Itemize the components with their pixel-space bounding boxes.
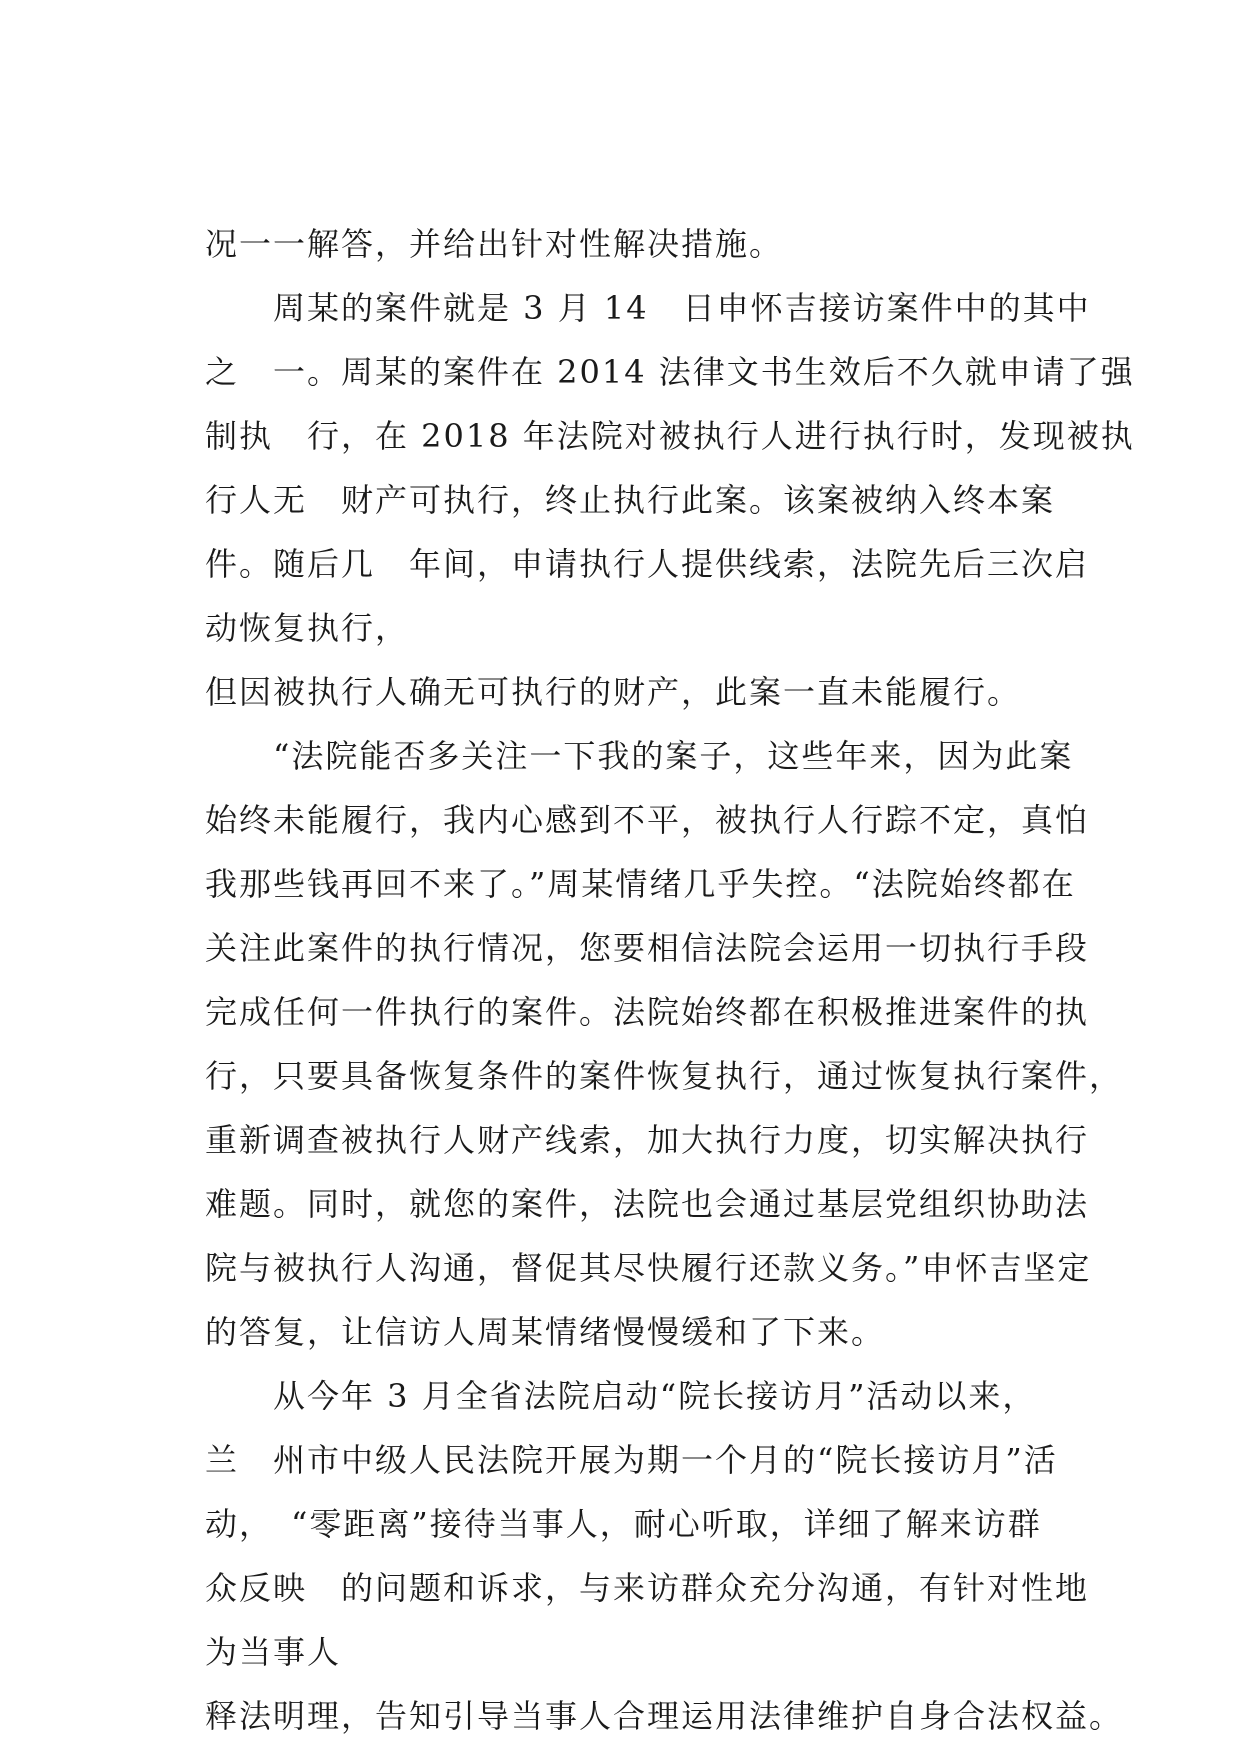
body-text bbox=[205, 212, 1135, 1748]
text-line: 众反映 的问题和诉求，与来访群众充分沟通，有针对性地 bbox=[205, 1569, 1090, 1607]
text-line: 动恢复执行， bbox=[205, 609, 410, 647]
text-line: 关注此案件的执行情况，您要相信法院会运用一切执行手段 bbox=[205, 929, 1090, 967]
text-line: 之 一。周某的案件在 2014 法律文书生效后不久就申请了强 bbox=[205, 353, 1135, 391]
text-line: 但因被执行人确无可执行的财产，此案一直未能履行。 bbox=[205, 673, 1022, 711]
text-line: 从今年 3 月全省法院启动“院长接访月”活动以来， bbox=[205, 1377, 1037, 1415]
text-line: 释法明理，告知引导当事人合理运用法律维护自身合法权益。 bbox=[205, 1697, 1124, 1735]
text-line: 完成任何一件执行的案件。法院始终都在积极推进案件的执 bbox=[205, 993, 1090, 1031]
text-line: 行人无 财产可执行，终止执行此案。该案被纳入终本案 bbox=[205, 481, 1056, 519]
text-line: 制执 行，在 2018 年法院对被执行人进行执行时，发现被执 bbox=[205, 417, 1135, 455]
text-line: 重新调查被执行人财产线索，加大执行力度，切实解决执行 bbox=[205, 1121, 1090, 1159]
text-line: 件。随后几 年间，申请执行人提供线索，法院先后三次启 bbox=[205, 545, 1090, 583]
text-line: “法院能否多关注一下我的案子，这些年来，因为此案 bbox=[205, 737, 1074, 775]
text-line: 的答复，让信访人周某情绪慢慢缓和了下来。 bbox=[205, 1313, 886, 1351]
text-line: 我那些钱再回不来了。”周某情绪几乎失控。“法院始终都在 bbox=[205, 865, 1076, 903]
text-line: 院与被执行人沟通，督促其尽快履行还款义务。”申怀吉坚定 bbox=[205, 1249, 1092, 1287]
text-line: 行，只要具备恢复条件的案件恢复执行，通过恢复执行案件， bbox=[205, 1057, 1124, 1095]
text-line: 始终未能履行，我内心感到不平，被执行人行踪不定，真怕 bbox=[205, 801, 1090, 839]
text-line: 兰 州市中级人民法院开展为期一个月的“院长接访月”活 bbox=[205, 1441, 1058, 1479]
text-line: 为当事人 bbox=[205, 1633, 342, 1671]
text-line: 况一一解答，并给出针对性解决措施。 bbox=[205, 225, 784, 263]
text-line: 难题。同时，就您的案件，法院也会通过基层党组织协助法 bbox=[205, 1185, 1090, 1223]
text-line: 动， “零距离”接待当事人，耐心听取，详细了解来访群 bbox=[205, 1505, 1042, 1543]
text-line: 周某的案件就是 3 月 14 日申怀吉接访案件中的其中 bbox=[205, 289, 1091, 327]
